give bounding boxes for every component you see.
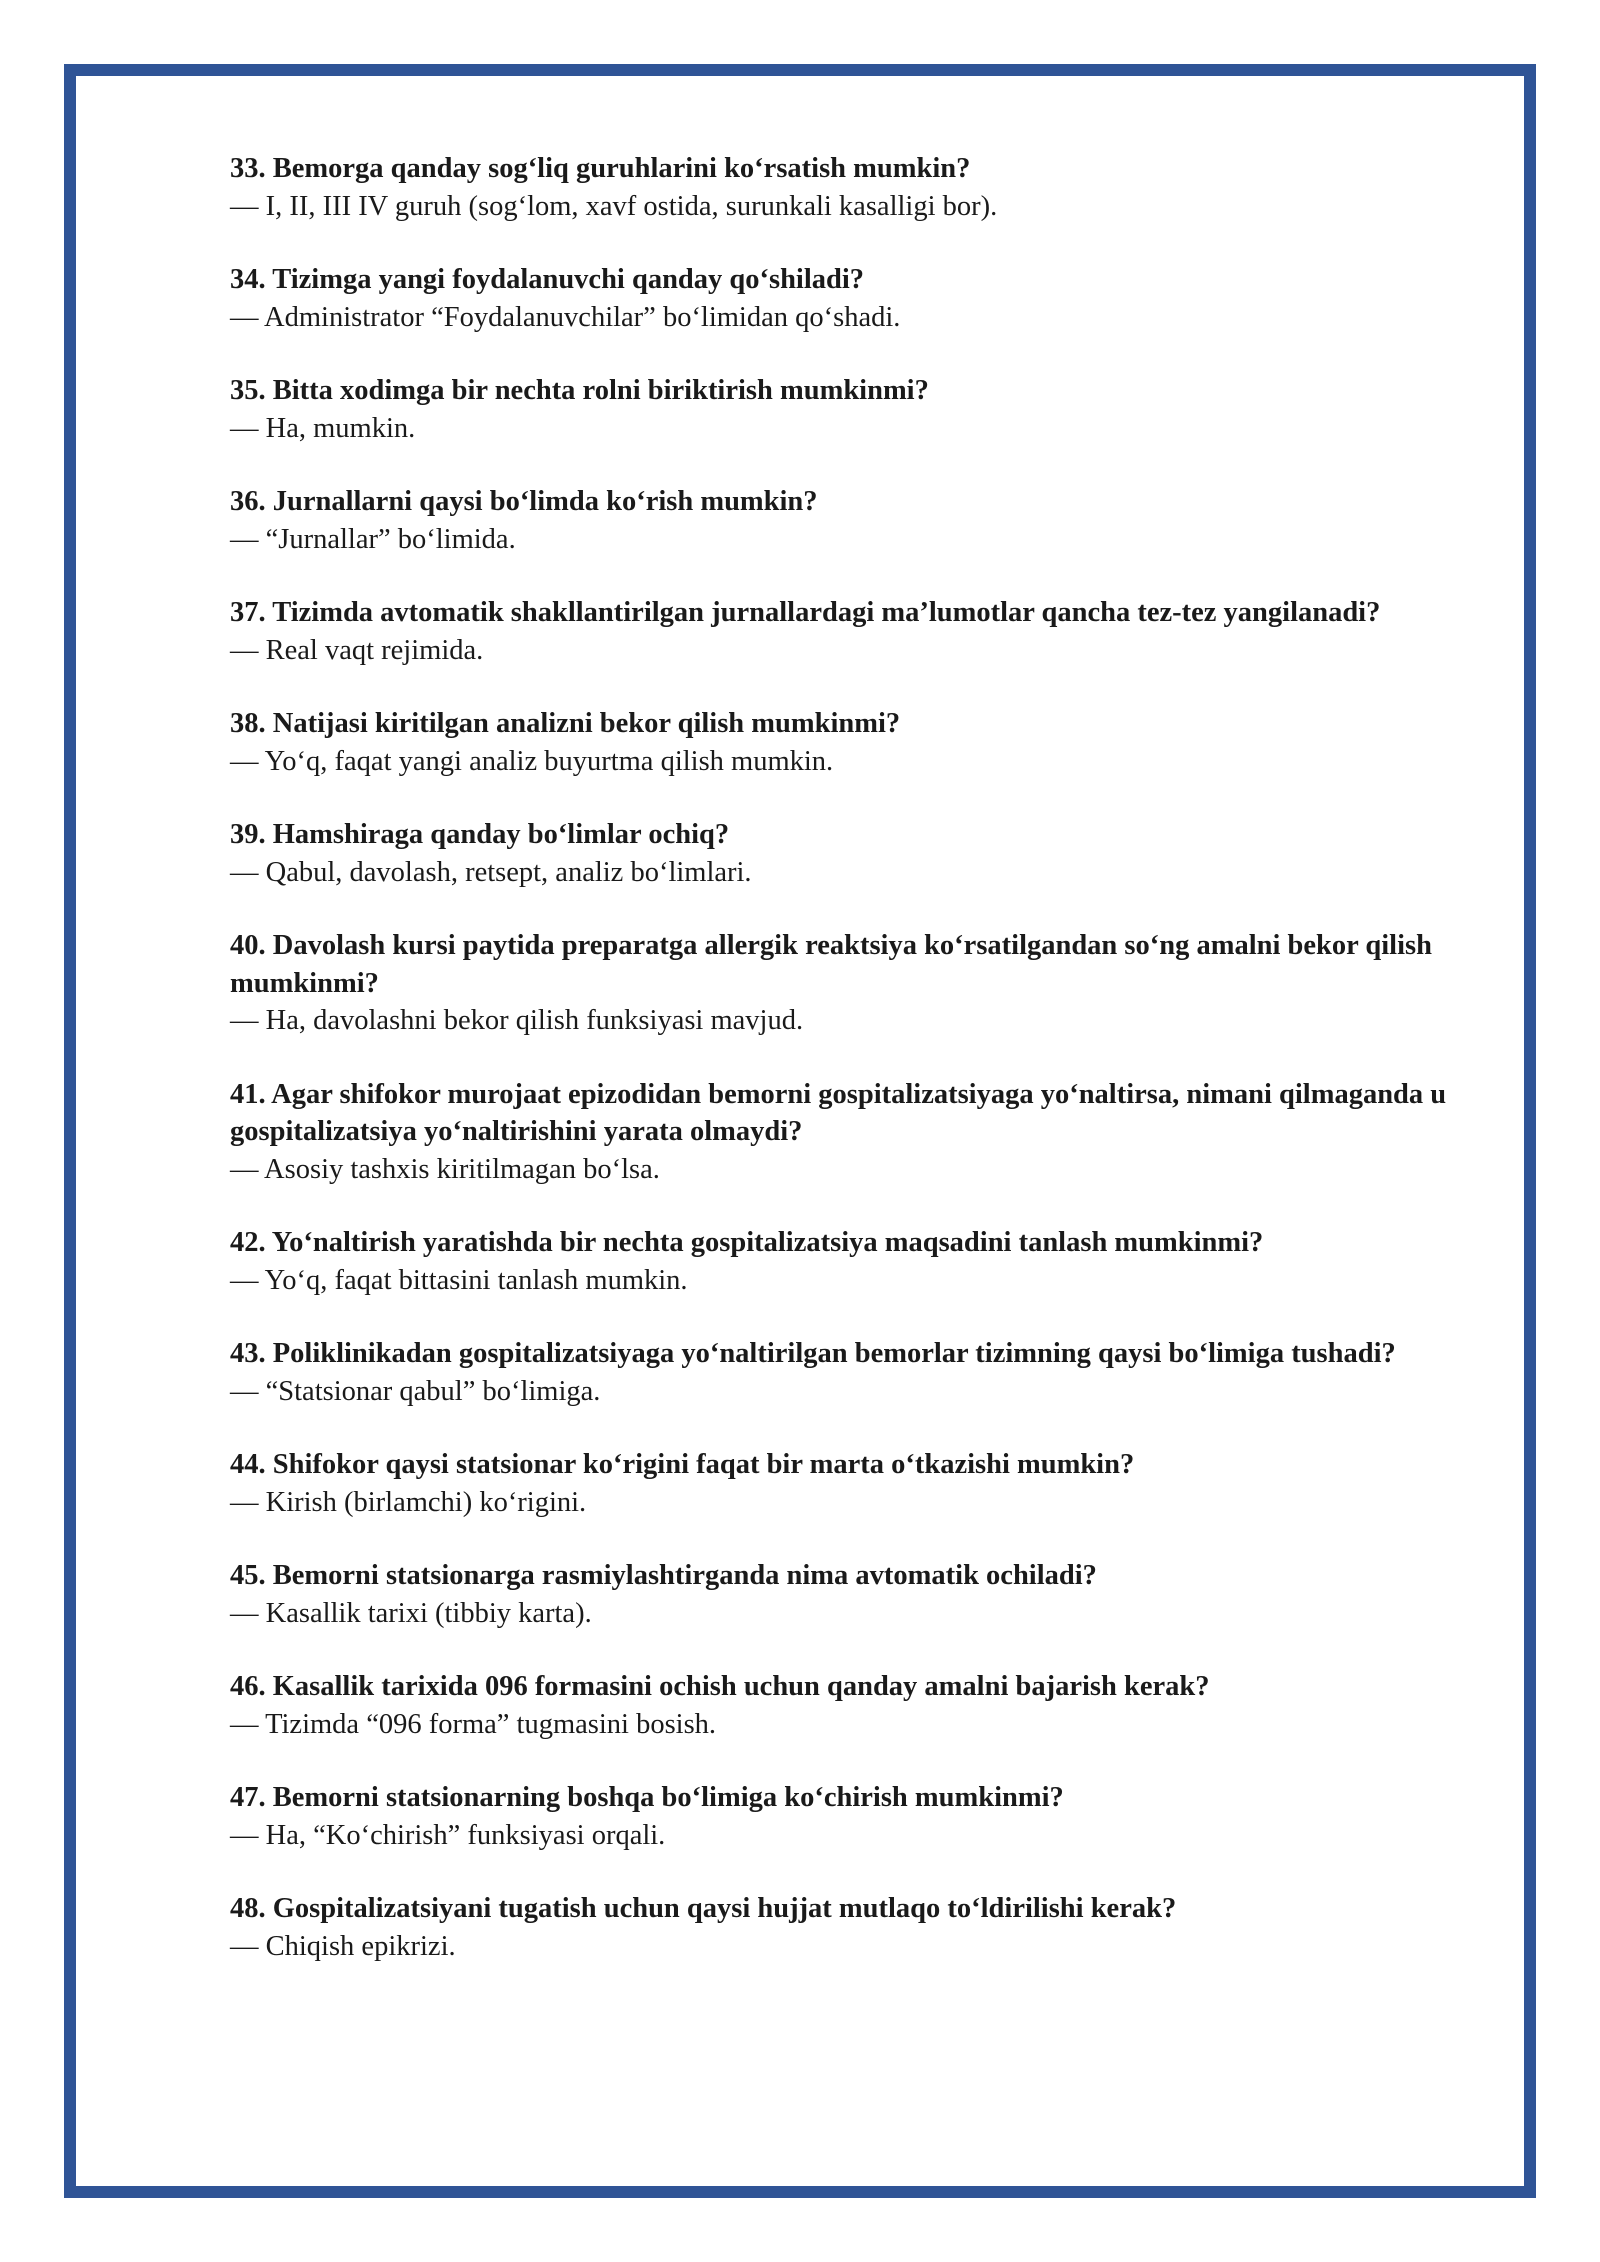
answer-39: — Qabul, davolash, retsept, analiz bo‘limlari.: [230, 856, 752, 888]
answer-33: — I, II, III IV guruh (sog‘lom, xavf ostida, surunkali kasalligi bor).: [230, 190, 998, 222]
qa-item-47: [230, 1779, 1450, 1854]
question-42: 42. Yo‘naltirish yaratishda bir nechta gospitalizatsiya maqsadini tanlash mumkinmi?: [230, 1227, 1264, 1258]
answer-40: — Ha, davolashni bekor qilish funksiyasi mavjud.: [230, 1005, 804, 1036]
question-33: 33. Bemorga qanday sog‘liq guruhlarini ko‘rsatish mumkin?: [230, 153, 971, 184]
question-38: 38. Natijasi kiritilgan analizni bekor qilish mumkinmi?: [230, 708, 901, 739]
qa-item-40: [230, 927, 1450, 1040]
qa-item-43: [230, 1335, 1450, 1410]
question-37: 37. Tizimda avtomatik shakllantirilgan jurnallardagi ma’lumotlar qancha tez-tez yangilanadi?: [230, 597, 1381, 628]
question-40: 40. Davolash kursi paytida preparatga allergik reaktsiya ko‘rsatilgandan so‘ng amalni bekor qilish mumkinmi?: [230, 930, 1432, 999]
qa-item-46: [230, 1668, 1450, 1743]
question-47: 47. Bemorni statsionarning boshqa bo‘limiga ko‘chirish mumkinmi?: [230, 1782, 1064, 1813]
qa-item-42: [230, 1224, 1450, 1299]
question-45: 45. Bemorni statsionarga rasmiylashtirganda nima avtomatik ochiladi?: [230, 1560, 1097, 1591]
qa-item-35: [230, 372, 1450, 447]
question-35: 35. Bitta xodimga bir nechta rolni biriktirish mumkinmi?: [230, 375, 929, 406]
answer-41: — Asosiy tashxis kiritilmagan bo‘lsa.: [230, 1153, 660, 1185]
answer-43: — “Statsionar qabul” bo‘limiga.: [230, 1375, 601, 1407]
qa-item-37: [230, 594, 1450, 669]
answer-34: — Administrator “Foydalanuvchilar” bo‘limidan qo‘shadi.: [230, 301, 901, 333]
question-39: 39. Hamshiraga qanday bo‘limlar ochiq?: [230, 819, 730, 850]
question-34: 34. Tizimga yangi foydalanuvchi qanday qo‘shiladi?: [230, 264, 865, 295]
question-43: 43. Poliklinikadan gospitalizatsiyaga yo‘naltirilgan bemorlar tizimning qaysi bo‘limiga tushadi?: [230, 1338, 1396, 1369]
qa-item-39: [230, 816, 1450, 891]
qa-item-45: [230, 1557, 1450, 1632]
question-36: 36. Jurnallarni qaysi bo‘limda ko‘rish mumkin?: [230, 486, 818, 517]
qa-item-36: [230, 483, 1450, 558]
answer-42: — Yo‘q, faqat bittasini tanlash mumkin.: [230, 1264, 688, 1296]
answer-44: — Kirish (birlamchi) ko‘rigini.: [230, 1486, 587, 1518]
answer-48: — Chiqish epikrizi.: [230, 1930, 456, 1962]
answer-45: — Kasallik tarixi (tibbiy karta).: [230, 1597, 592, 1629]
question-46: 46. Kasallik tarixida 096 formasini ochish uchun qanday amalni bajarish kerak?: [230, 1671, 1210, 1702]
qa-list: [230, 150, 1450, 2001]
answer-47: — Ha, “Ko‘chirish” funksiyasi orqali.: [230, 1819, 666, 1851]
answer-36: — “Jurnallar” bo‘limida.: [230, 523, 516, 555]
qa-item-33: [230, 150, 1450, 225]
qa-item-48: [230, 1890, 1450, 1965]
qa-item-38: [230, 705, 1450, 780]
answer-38: — Yo‘q, faqat yangi analiz buyurtma qilish mumkin.: [230, 745, 834, 777]
answer-46: — Tizimda “096 forma” tugmasini bosish.: [230, 1708, 717, 1740]
question-44: 44. Shifokor qaysi statsionar ko‘rigini faqat bir marta o‘tkazishi mumkin?: [230, 1449, 1135, 1480]
answer-35: — Ha, mumkin.: [230, 412, 416, 444]
answer-37: — Real vaqt rejimida.: [230, 634, 484, 666]
question-48: 48. Gospitalizatsiyani tugatish uchun qaysi hujjat mutlaqo to‘ldirilishi kerak?: [230, 1893, 1177, 1924]
qa-item-34: [230, 261, 1450, 336]
qa-item-44: [230, 1446, 1450, 1521]
question-41: 41. Agar shifokor murojaat epizodidan bemorni gospitalizatsiyaga yo‘naltirsa, nimani qilmaganda u gospitalizatsiya yo‘naltirishini yarata olmaydi?: [230, 1078, 1447, 1147]
qa-item-41: [230, 1076, 1450, 1189]
